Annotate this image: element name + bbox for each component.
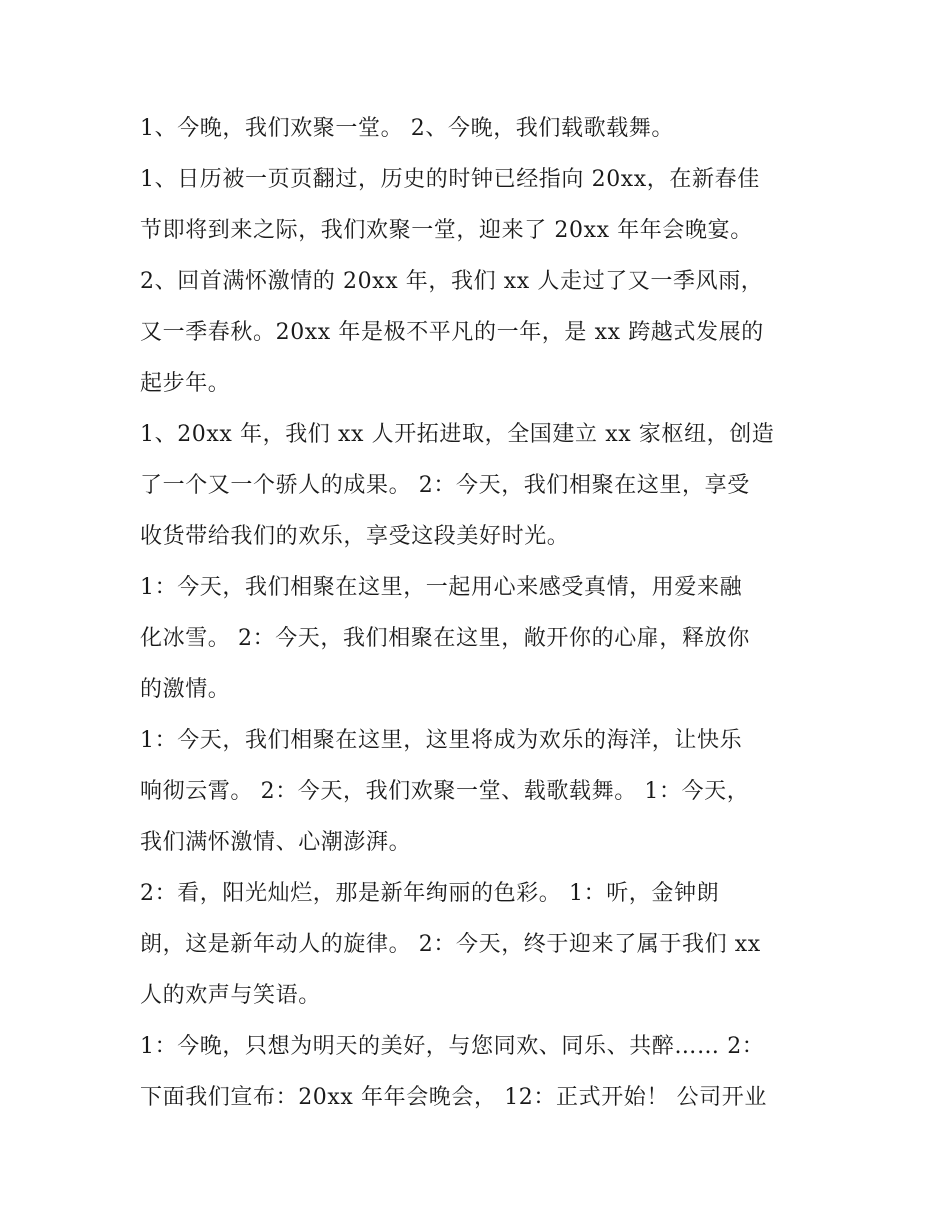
text-line: 我们满怀激情、心潮澎湃。 bbox=[140, 830, 412, 855]
text-line: 下面我们宣布：20xx 年年会晚会， 12：正式开始！ 公司开业 bbox=[140, 1085, 767, 1110]
text-line: 1、日历被一页页翻过，历史的时钟已经指向 20xx，在新春佳 bbox=[140, 167, 760, 192]
text-line: 节即将到来之际，我们欢聚一堂，迎来了 20xx 年年会晚宴。 bbox=[140, 218, 753, 243]
text-line: 朗，这是新年动人的旋律。 2：今天，终于迎来了属于我们 xx bbox=[140, 932, 761, 957]
text-line: 人的欢声与笑语。 bbox=[140, 983, 321, 1008]
text-line: 收货带给我们的欢乐，享受这段美好时光。 bbox=[140, 524, 570, 549]
text-line: 的激情。 bbox=[140, 677, 231, 702]
text-line: 2、回首满怀激情的 20xx 年，我们 xx 人走过了又一季风雨， bbox=[140, 269, 764, 294]
text-line: 响彻云霄。 2：今天，我们欢聚一堂、载歌载舞。 1：今天， bbox=[140, 779, 750, 804]
text-line: 1：今晚，只想为明天的美好，与您同欢、同乐、共醉…… 2： bbox=[140, 1034, 765, 1059]
text-line: 了一个又一个骄人的成果。 2：今天，我们相聚在这里，享受 bbox=[140, 473, 750, 498]
text-line: 又一季春秋。20xx 年是极不平凡的一年，是 xx 跨越式发展的 bbox=[140, 320, 764, 345]
text-line: 1：今天，我们相聚在这里，这里将成为欢乐的海洋，让快乐 bbox=[140, 728, 743, 753]
text-line: 1、今晚，我们欢聚一堂。 2、今晚，我们载歌载舞。 bbox=[140, 116, 674, 141]
text-line: 1、20xx 年，我们 xx 人开拓进取，全国建立 xx 家枢纽，创造 bbox=[140, 422, 775, 447]
text-line: 2：看，阳光灿烂，那是新年绚丽的色彩。 1：听，金钟朗 bbox=[140, 881, 720, 906]
text-line: 起步年。 bbox=[140, 371, 231, 396]
text-line: 化冰雪。 2：今天，我们相聚在这里，敞开你的心扉，释放你 bbox=[140, 626, 750, 651]
text-line: 1：今天，我们相聚在这里，一起用心来感受真情，用爱来融 bbox=[140, 575, 743, 600]
